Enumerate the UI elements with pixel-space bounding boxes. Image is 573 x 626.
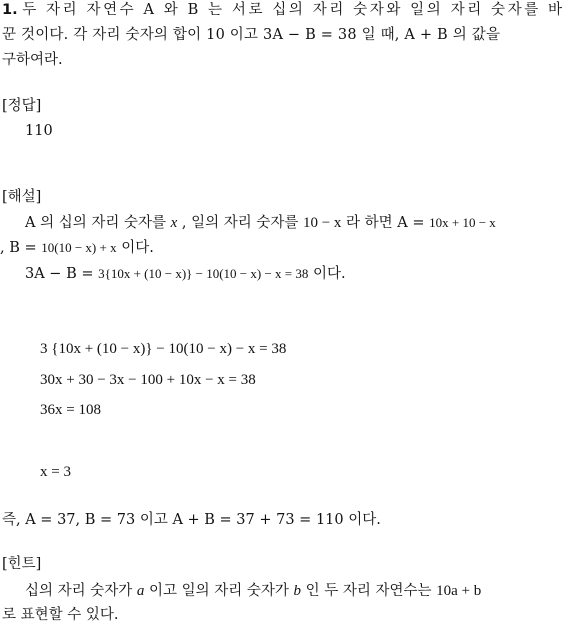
math-variable: x bbox=[170, 215, 178, 231]
solution-line-1 bbox=[25, 212, 496, 234]
math-expression: 10(10 − x) + x bbox=[41, 240, 117, 255]
answer-value: 110 bbox=[25, 123, 53, 139]
solution-text: , 일의 자리 숫자를 bbox=[181, 215, 299, 231]
equation-step-3: 36x = 108 bbox=[40, 402, 101, 418]
solution-label: [해설] bbox=[2, 189, 42, 205]
solution-text: A 의 십의 자리 숫자를 bbox=[25, 215, 166, 231]
math-expression: 10 − x bbox=[302, 215, 342, 231]
equation-step-2: 30x + 30 − 3x − 100 + 10x − x = 38 bbox=[40, 372, 256, 388]
math-expression: 10x + 10 − x bbox=[429, 215, 496, 230]
problem-line-1 bbox=[2, 0, 565, 21]
problem-line-3: 구하여라. bbox=[2, 52, 63, 68]
hint-text: 십의 자리 숫자가 bbox=[25, 583, 133, 599]
solution-line-2 bbox=[0, 237, 154, 259]
solution-text: , B = bbox=[0, 240, 37, 256]
math-variable: b bbox=[293, 583, 301, 599]
hint-label: [힌트] bbox=[2, 556, 42, 572]
equation-step-1: 3 {10x + (10 − x)} − 10(10 − x) − x = 38 bbox=[40, 341, 287, 357]
math-expression: 10a + b bbox=[436, 583, 482, 599]
math-expression: 3{10x + (10 − x)} − 10(10 − x) − x = 38 bbox=[98, 266, 309, 281]
problem-line-2: 꾼 것이다. 각 자리 숫자의 합이 10 이고 3A − B = 38 일 때, A + B 의 값을 bbox=[2, 27, 501, 43]
math-variable: a bbox=[136, 583, 145, 599]
solution-text: 이다. bbox=[121, 240, 154, 256]
solution-text: 3A − B = bbox=[25, 266, 94, 282]
hint-line-2: 로 표현할 수 있다. bbox=[2, 607, 119, 623]
problem-text-1: 두 자리 자연수 A 와 B 는 서로 십의 자리 숫자와 일의 자리 숫자를 바 bbox=[22, 2, 565, 18]
equation-step-4: x = 3 bbox=[40, 464, 71, 480]
solution-text: 라 하면 A = bbox=[346, 215, 425, 231]
solution-line-3 bbox=[25, 263, 346, 285]
problem-number: 1. bbox=[2, 2, 18, 18]
answer-label: [정답] bbox=[2, 98, 42, 114]
hint-text: 이고 일의 자리 숫자가 bbox=[149, 583, 289, 599]
solution-text: 이다. bbox=[313, 266, 346, 282]
solution-conclusion: 즉, A = 37, B = 73 이고 A + B = 37 + 73 = 110 이다. bbox=[2, 512, 381, 528]
hint-line-1 bbox=[25, 580, 481, 602]
hint-text: 인 두 자리 자연수는 bbox=[305, 583, 432, 599]
